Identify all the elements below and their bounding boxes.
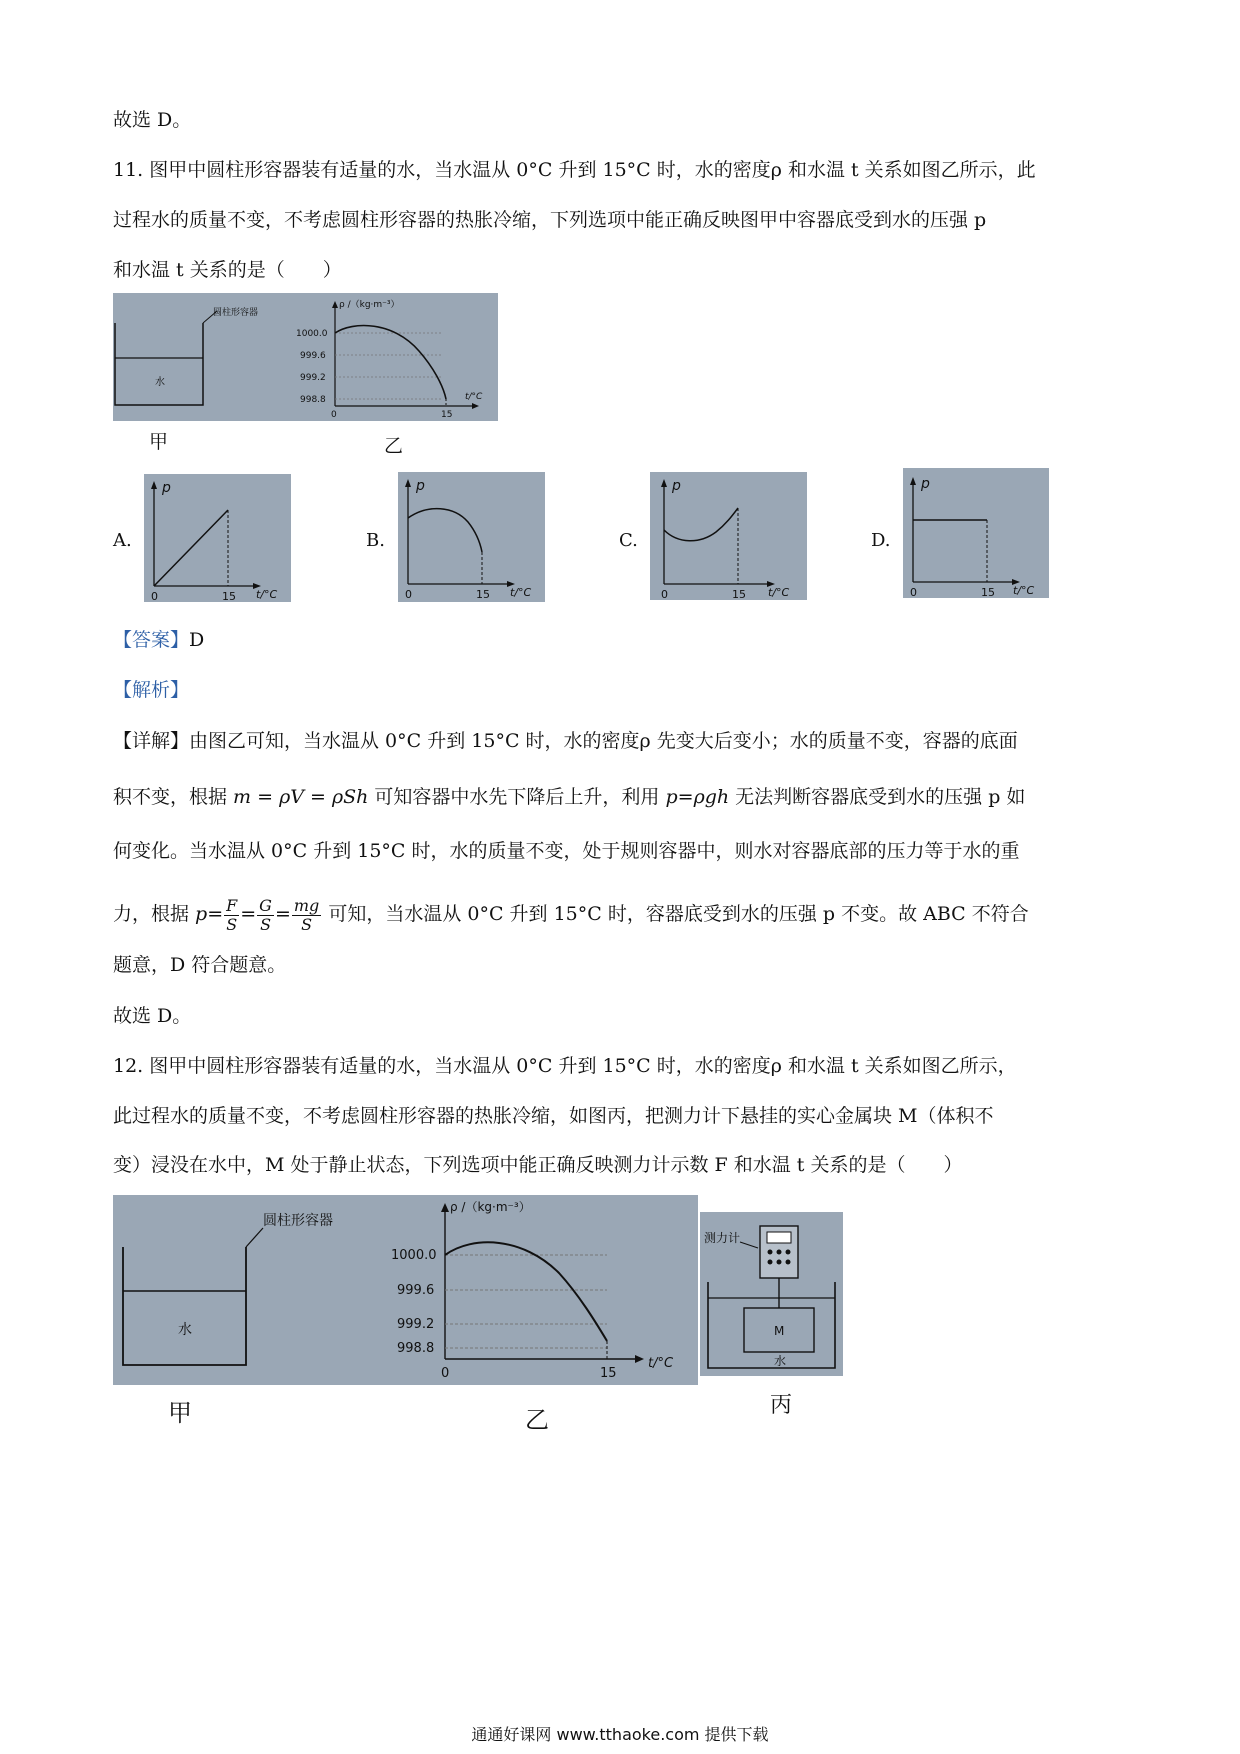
q11-container-label: 圆柱形容器 [213, 308, 259, 318]
q12-container-label: 圆柱形容器 [263, 1213, 333, 1229]
q11-c-t-label: t/°C [768, 586, 790, 599]
q11-d-t-label: t/°C [1013, 584, 1035, 597]
detail-line-1 [113, 728, 1018, 754]
detail-formula-pressure: p=ρgh [665, 786, 730, 808]
detail-line-4: 力，根据 p= $\frac{F}{S}$ = $\frac{G}{S}$ = $\frac{mg}{S}$ 可知，当水温从 0°C 升到 15°C 时，容器底受到水的压强 p 不变。故 ABC 不符合 [113, 895, 1029, 934]
q11-line-1: 11. 图甲中圆柱形容器装有适量的水，当水温从 0°C 升到 15°C 时，水的密度ρ 和水温 t 关系如图乙所示，此 [113, 159, 1036, 181]
q11-c-x15: 15 [732, 588, 746, 600]
q11-d-p-label: p [921, 476, 930, 492]
q12-rho-tick: 999.2 [397, 1317, 435, 1332]
q12-figure-bing [700, 1212, 843, 1376]
q12-rho-axis-label: ρ /（kg·m⁻³） [450, 1200, 531, 1214]
detail-text-2a: 积不变，根据 [113, 786, 234, 808]
detail-text-2c: 无法判断容器底受到水的压强 p 如 [729, 786, 1026, 808]
q11-rho-tick: 999.6 [300, 351, 326, 361]
q12-fig-bing-caption: 丙 [770, 1393, 793, 1418]
q11-rho-axis-label: ρ /（kg·m⁻³） [339, 300, 400, 310]
q11-d-x0: 0 [910, 586, 917, 598]
q11-rho-tick: 998.8 [300, 395, 326, 405]
q11-fig-jia-caption: 甲 [149, 431, 169, 453]
prev-conclusion: 故选 D。 [113, 109, 192, 131]
q11-line-3: 和水温 t 关系的是（ ） [113, 259, 342, 281]
detail-text-4b: 可知，当水温从 0°C 升到 15°C 时，容器底受到水的压强 p 不变。故 ABC 不符合 [322, 903, 1029, 925]
q11-b-p-label: p [416, 478, 425, 494]
detail-line-2 [113, 784, 1025, 810]
q12-density-graph [391, 1200, 674, 1381]
q11-a-t-label: t/°C [256, 588, 278, 601]
q11-water-label: 水 [155, 377, 165, 388]
q11-b-x0: 0 [405, 588, 412, 601]
fraction-mg-over-s: $\frac{mg}{S}$ [293, 895, 320, 934]
q11-option-d-letter: D. [871, 530, 891, 551]
analysis-tag: 【解析】 [113, 679, 190, 701]
q11-option-c-letter: C. [619, 530, 638, 551]
q11-container-diagram [115, 306, 258, 405]
q11-c-p-label: p [672, 478, 681, 494]
q11-density-curve [335, 326, 446, 399]
q11-b-curve [408, 509, 482, 552]
q12-bing-water-label: 水 [774, 1354, 787, 1368]
fraction-g-over-s: $\frac{G}{S}$ [259, 895, 272, 934]
detail-conclusion: 故选 D。 [113, 1005, 192, 1027]
q11-option-b-letter: B. [366, 530, 385, 551]
q12-fig-yi-caption: 乙 [525, 1406, 549, 1434]
detail-text-1: 由图乙可知，当水温从 0°C 升到 15°C 时，水的密度ρ 先变大后变小；水的质量不变，容器的底面 [189, 730, 1018, 752]
q11-option-b-graph [398, 472, 545, 602]
q11-option-d-graph [903, 468, 1049, 598]
answer-line [113, 627, 204, 653]
detail-p-symbol: p [195, 903, 208, 925]
q11-b-x15: 15 [476, 588, 490, 601]
q11-c-x0: 0 [661, 588, 668, 600]
detail-formula-mass: m = ρV = ρSh [233, 786, 369, 808]
q11-rho-tick: 999.2 [300, 373, 326, 383]
q12-fig-jia-caption: 甲 [168, 1399, 192, 1427]
q11-d-x15: 15 [981, 586, 995, 598]
detail-line-5: 题意，D 符合题意。 [113, 954, 287, 976]
q11-fig-yi-caption: 乙 [384, 435, 404, 457]
q11-x-15: 15 [441, 410, 453, 420]
q11-option-a-graph [144, 474, 291, 602]
q12-block-label: M [774, 1324, 785, 1338]
detail-text-2b: 可知容器中水先下降后上升，利用 [368, 786, 666, 808]
q11-c-curve [664, 508, 738, 541]
q12-x-15: 15 [600, 1366, 617, 1381]
detail-tag: 【详解】 [113, 730, 190, 752]
q11-option-c-graph [650, 472, 807, 600]
q12-density-curve [445, 1242, 607, 1341]
q12-line-3: 变）浸没在水中，M 处于静止状态，下列选项中能正确反映测力计示数 F 和水温 t 关系的是（ ） [113, 1154, 963, 1176]
q11-b-t-label: t/°C [510, 586, 532, 599]
q11-t-axis-label: t/°C [465, 392, 483, 402]
q12-figure-strip [113, 1195, 698, 1385]
q12-x-zero: 0 [441, 1366, 450, 1381]
q12-line-1: 12. 图甲中圆柱形容器装有适量的水，当水温从 0°C 升到 15°C 时，水的密度ρ 和水温 t 关系如图乙所示， [113, 1055, 1017, 1077]
detail-text-4a: 力，根据 [113, 903, 196, 925]
q12-t-axis-label: t/°C [648, 1356, 674, 1371]
q11-line-2: 过程水的质量不变，不考虑圆柱形容器的热胀冷缩，下列选项中能正确反映图甲中容器底受到水的压强 p [113, 209, 987, 231]
q11-density-graph [296, 299, 483, 420]
q11-a-x0: 0 [151, 590, 158, 602]
q12-force-meter [760, 1226, 798, 1278]
q11-rho-tick: 1000.0 [296, 329, 328, 339]
answer-tag: 【答案】 [113, 629, 190, 651]
q12-rho-tick: 1000.0 [391, 1248, 437, 1263]
page-footer: 通通好课网 www.tthaoke.com 提供下载 [471, 1725, 769, 1744]
q11-option-a-letter: A. [113, 530, 132, 551]
q12-rho-tick: 999.6 [397, 1283, 435, 1298]
q12-rho-tick: 998.8 [397, 1341, 435, 1356]
q12-container-diagram [123, 1212, 333, 1365]
q12-meter-label: 测力计 [704, 1231, 741, 1245]
q11-figure-strip [113, 293, 498, 421]
q11-a-p-label: p [162, 480, 171, 496]
answer-value: D [189, 629, 205, 651]
fraction-f-over-s: $\frac{F}{S}$ [226, 895, 238, 934]
q12-water-label: 水 [178, 1322, 192, 1338]
q11-a-x15: 15 [222, 590, 236, 602]
q11-a-line [154, 510, 228, 586]
q11-x-zero: 0 [331, 410, 337, 420]
detail-line-3: 何变化。当水温从 0°C 升到 15°C 时，水的质量不变，处于规则容器中，则水对容器底部的压力等于水的重 [113, 840, 1020, 862]
q12-line-2: 此过程水的质量不变，不考虑圆柱形容器的热胀冷缩，如图丙，把测力计下悬挂的实心金属块 M（体积不 [113, 1105, 994, 1127]
